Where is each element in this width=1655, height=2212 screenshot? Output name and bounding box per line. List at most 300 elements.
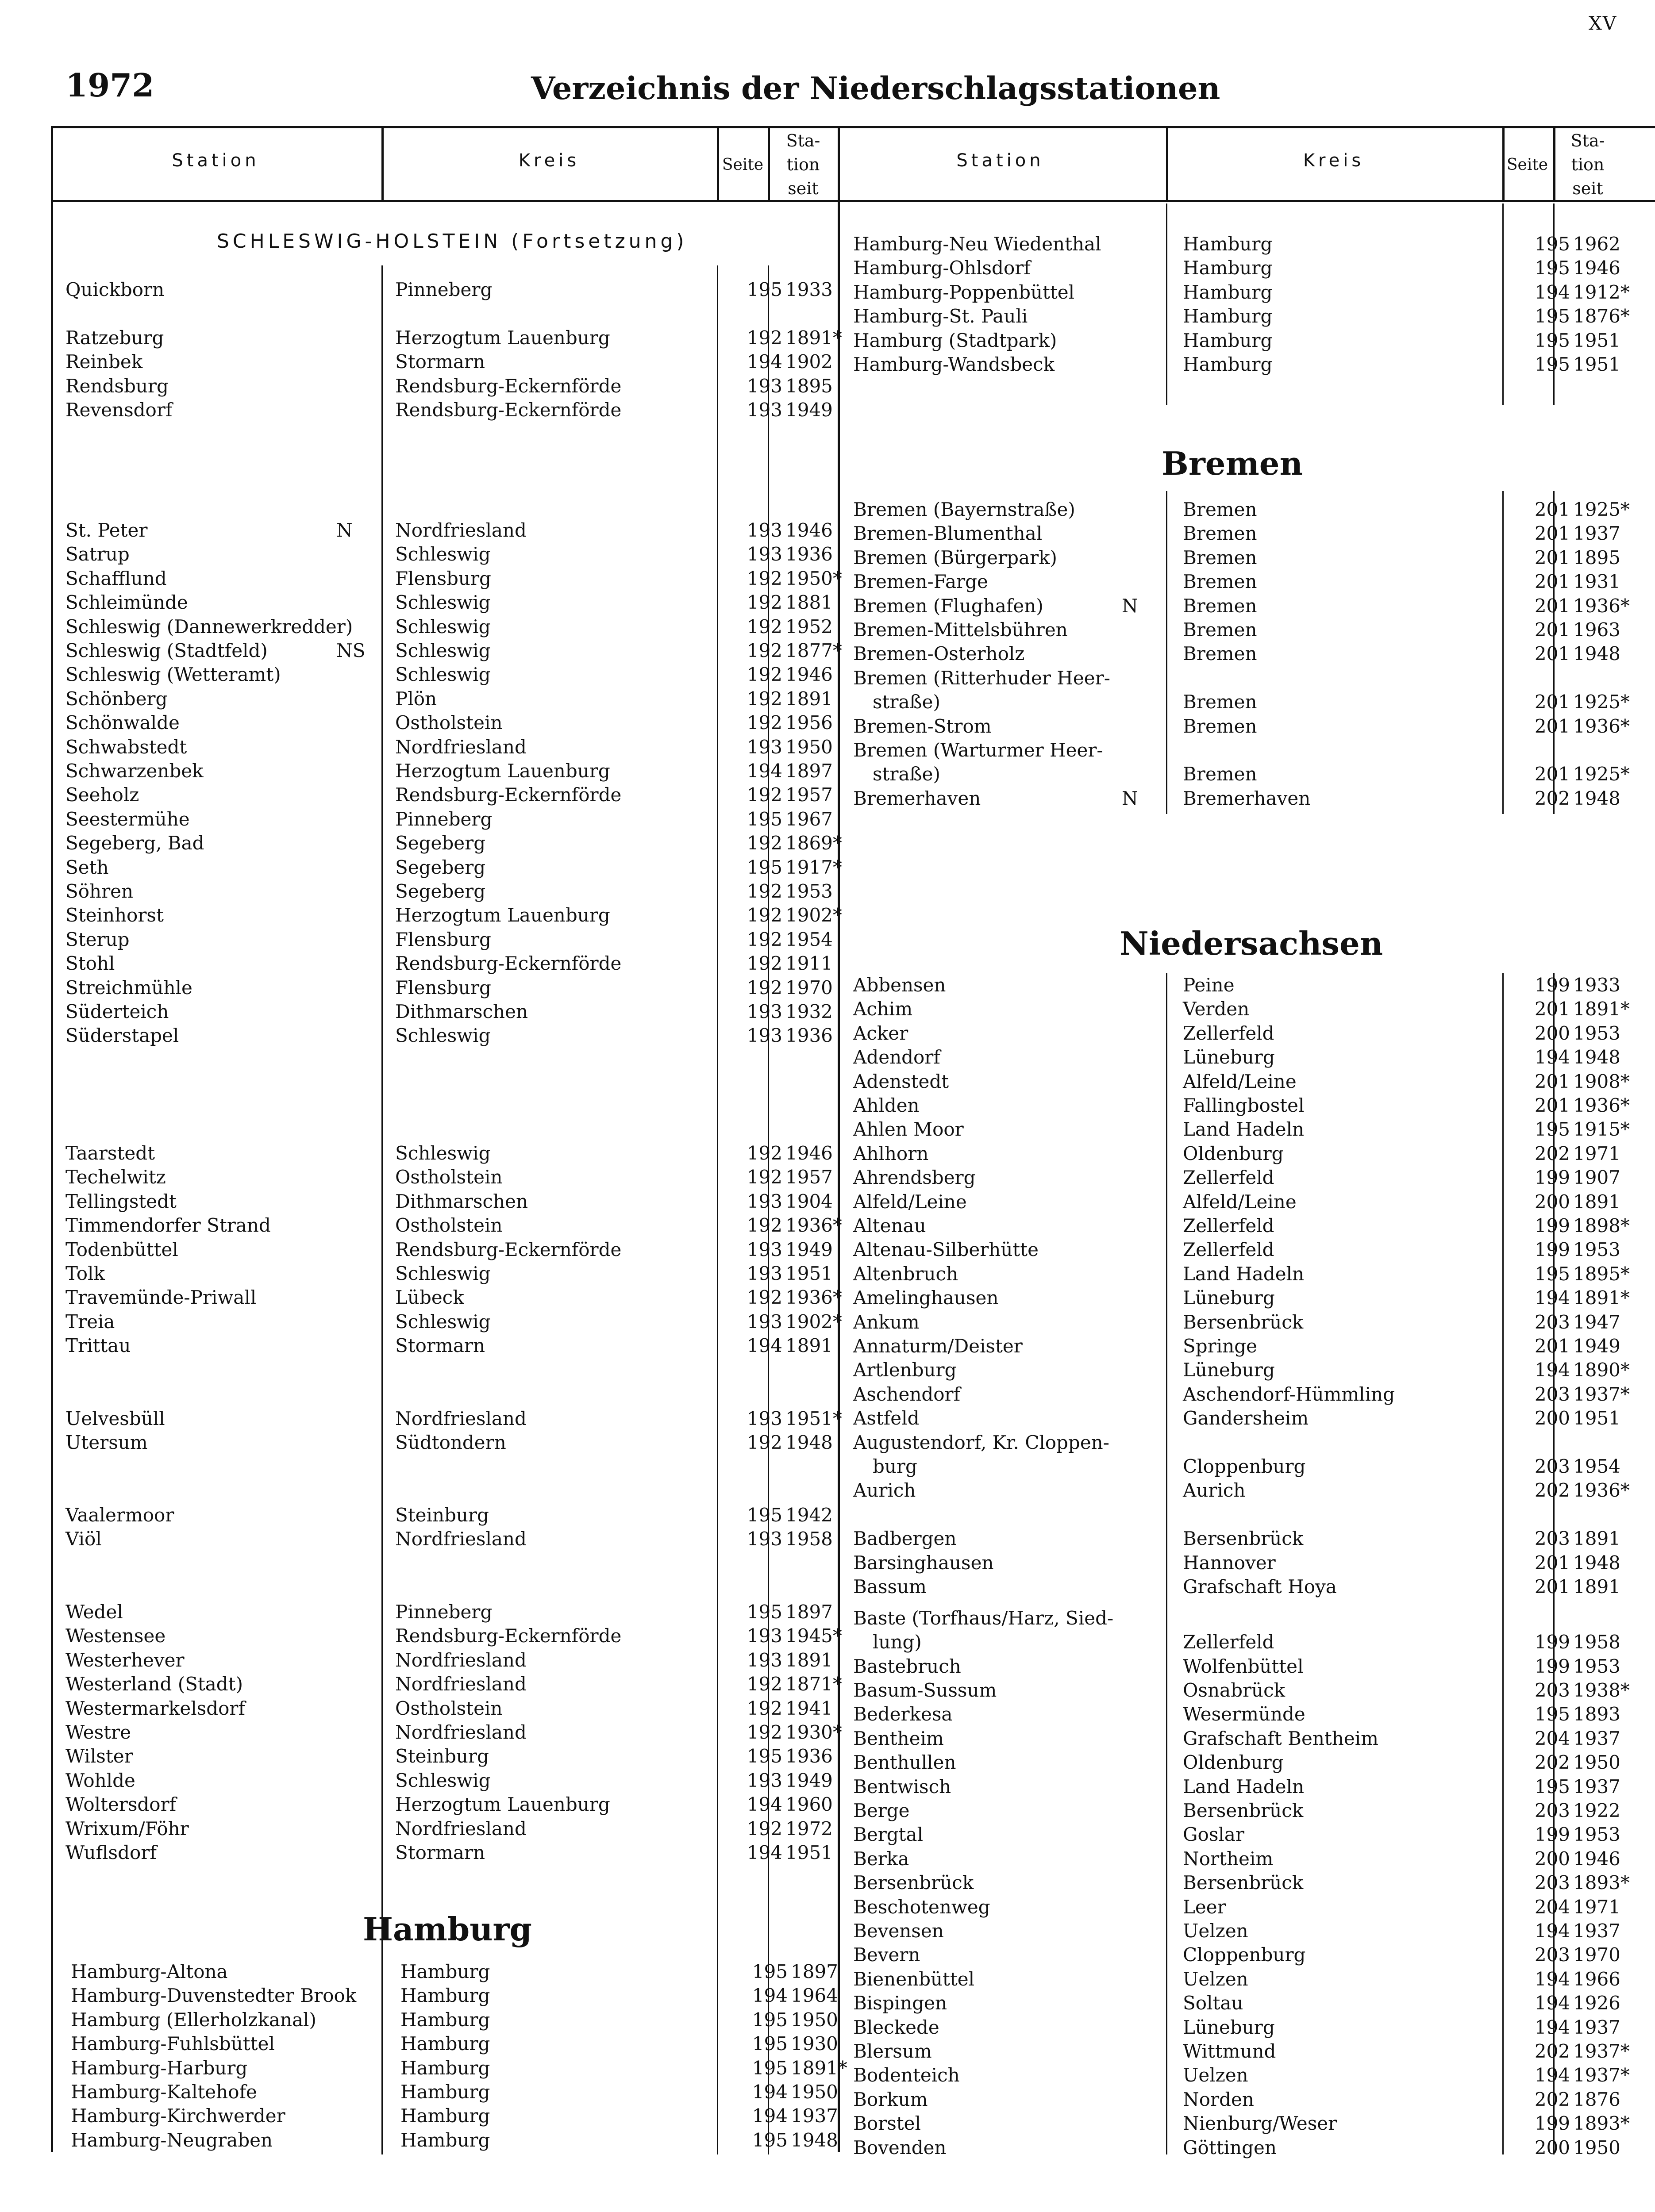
seite-value: 201: [1534, 643, 1570, 665]
seite-value: 193: [747, 399, 782, 421]
station-since-year: 1893*: [1573, 2112, 1630, 2135]
seite-value: 192: [747, 976, 782, 998]
kreis-name: Bremerhaven: [1183, 787, 1311, 809]
seite-value: 192: [747, 880, 782, 902]
kreis-name: Pinneberg: [395, 808, 493, 830]
station-since-year: 1917*: [785, 856, 842, 878]
column-divider: [51, 126, 53, 2152]
station-name: Hamburg-Altona: [71, 1961, 228, 1982]
kreis-name: Rendsburg-Eckernförde: [395, 375, 622, 397]
station-since-year: 1967: [785, 808, 833, 830]
section-heading-bremen: Bremen: [1162, 445, 1303, 482]
kreis-name: Schleswig: [395, 1025, 491, 1047]
seite-value: 194: [1534, 2016, 1570, 2038]
station-since-year: 1942: [785, 1504, 833, 1526]
station-name: Hamburg-St. Pauli: [853, 305, 1028, 327]
station-since-year: 1960: [785, 1793, 833, 1816]
station-name: Schönwalde: [65, 712, 180, 734]
seite-value: 195: [752, 2008, 788, 2031]
kreis-name: Lüneburg: [1183, 1046, 1275, 1068]
station-name: Alfeld/Leine: [853, 1190, 967, 1213]
column-divider: [381, 265, 383, 2154]
station-name: Achim: [853, 998, 913, 1020]
station-since-year: 1957: [785, 784, 833, 806]
section-heading-niedersachsen: Niedersachsen: [1120, 925, 1383, 962]
station-name: Stohl: [65, 952, 115, 975]
kreis-name: Ostholstein: [395, 1214, 503, 1237]
header-seite: Seite: [722, 156, 764, 174]
station-since-year: 1970: [1573, 1944, 1620, 1966]
seite-value: 194: [1534, 2064, 1570, 2086]
station-name: Hamburg-Neugraben: [71, 2129, 273, 2151]
station-since-year: 1930*: [785, 1721, 842, 1743]
kreis-name: Hamburg: [1183, 281, 1273, 303]
kreis-name: Nordfriesland: [395, 519, 527, 541]
station-since-year: 1957: [785, 1166, 833, 1188]
seite-value: 192: [747, 832, 782, 854]
header-station-seit: seit: [1572, 179, 1603, 198]
station-since-year: 1949: [1573, 1335, 1620, 1357]
header-station-seit: Sta-: [786, 131, 820, 150]
seite-value: 200: [1534, 1022, 1570, 1044]
seite-value: 193: [747, 1001, 782, 1022]
seite-value: 195: [1534, 353, 1570, 375]
station-since-year: 1951: [785, 1263, 833, 1284]
column-divider: [838, 126, 840, 2152]
station-since-year: 1950*: [785, 567, 842, 589]
station-name: Viöl: [65, 1528, 102, 1550]
station-name: Seeholz: [65, 784, 139, 806]
station-name-continued: burg: [873, 1455, 917, 1477]
station-name: Revensdorf: [65, 399, 173, 421]
station-name: Bodenteich: [853, 2064, 960, 2086]
station-since-year: 1877*: [785, 640, 842, 661]
station-since-year: 1925*: [1573, 691, 1630, 713]
kreis-name: Hamburg: [400, 2008, 490, 2031]
station-name: Hamburg-Wandsbeck: [853, 353, 1055, 375]
station-name: Süderteich: [65, 1001, 169, 1022]
kreis-name: Land Hadeln: [1183, 1118, 1305, 1141]
header-station: Station: [956, 150, 1044, 171]
station-since-year: 1936*: [785, 1286, 842, 1309]
seite-value: 193: [747, 1310, 782, 1333]
year: 1972: [65, 66, 154, 104]
kreis-name: Zellerfeld: [1183, 1239, 1274, 1261]
seite-value: 203: [1534, 1679, 1570, 1701]
station-since-year: 1954: [1573, 1455, 1620, 1477]
kreis-name: Hamburg: [400, 2033, 490, 2055]
station-since-year: 1936*: [1573, 1094, 1630, 1116]
station-since-year: 1897: [785, 760, 833, 782]
station-flag: N: [1122, 787, 1138, 809]
header-station-seit: tion: [786, 155, 820, 174]
page-number: XV: [1589, 12, 1617, 34]
station-name: Borkum: [853, 2088, 928, 2110]
seite-value: 192: [747, 1817, 782, 1839]
station-since-year: 1898*: [1573, 1215, 1630, 1237]
station-name: Bremen-Osterholz: [853, 643, 1025, 665]
seite-value: 199: [1534, 974, 1570, 996]
station-since-year: 1937: [1573, 1775, 1620, 1797]
kreis-name: Goslar: [1183, 1824, 1244, 1846]
station-name: Borstel: [853, 2112, 921, 2135]
seite-value: 203: [1534, 1455, 1570, 1477]
station-name: Hamburg-Neu Wiedenthal: [853, 233, 1101, 255]
header-bottom-border: [51, 200, 1655, 202]
seite-value: 203: [1534, 1383, 1570, 1405]
station-since-year: 1949: [785, 1238, 833, 1260]
station-since-year: 1948: [791, 2129, 838, 2151]
seite-value: 194: [752, 2105, 788, 2127]
kreis-name: Nienburg/Weser: [1183, 2112, 1337, 2135]
station-since-year: 1938*: [1573, 1679, 1630, 1701]
station-since-year: 1891: [1573, 1576, 1620, 1598]
station-since-year: 1890*: [1573, 1359, 1630, 1381]
kreis-name: Cloppenburg: [1183, 1455, 1306, 1477]
kreis-name: Wittmund: [1183, 2040, 1276, 2062]
seite-value: 201: [1534, 546, 1570, 568]
station-name: Westerland (Stadt): [65, 1673, 243, 1695]
station-name: Bienenbüttel: [853, 1968, 975, 1990]
seite-value: 193: [747, 1408, 782, 1429]
station-since-year: 1951*: [785, 1408, 842, 1429]
station-since-year: 1933: [1573, 974, 1620, 996]
kreis-name: Gandersheim: [1183, 1407, 1309, 1429]
kreis-name: Hamburg: [1183, 233, 1273, 255]
kreis-name: Aschendorf-Hümmling: [1183, 1383, 1395, 1405]
station-since-year: 1946: [1573, 257, 1620, 279]
kreis-name: Hamburg: [1183, 353, 1273, 375]
station-name: Amelinghausen: [853, 1287, 999, 1309]
station-name: Wedel: [65, 1601, 123, 1623]
station-since-year: 1948: [1573, 787, 1620, 809]
station-since-year: 1895*: [1573, 1263, 1630, 1285]
station-name: Hamburg-Fuhlsbüttel: [71, 2033, 275, 2055]
station-name: Sterup: [65, 928, 130, 950]
seite-value: 192: [747, 615, 782, 637]
station-name: Badbergen: [853, 1528, 957, 1550]
kreis-name: Uelzen: [1183, 1968, 1248, 1990]
seite-value: 193: [747, 1625, 782, 1647]
station-name: Wuflsdorf: [65, 1842, 157, 1863]
station-since-year: 1937*: [1573, 1383, 1630, 1405]
station-name: Bergtal: [853, 1824, 924, 1846]
station-name: Westensee: [65, 1625, 166, 1647]
station-name: Schleswig (Stadtfeld): [65, 640, 268, 661]
station-name: Hamburg-Kirchwerder: [71, 2105, 285, 2127]
station-name: Bremen-Strom: [853, 715, 992, 737]
seite-value: 195: [1534, 329, 1570, 351]
station-name: Wilster: [65, 1745, 133, 1767]
seite-value: 195: [747, 279, 782, 300]
station-since-year: 1891*: [1573, 998, 1630, 1020]
kreis-name: Nordfriesland: [395, 1408, 527, 1429]
station-name: Todenbüttel: [65, 1238, 178, 1260]
seite-value: 195: [747, 1745, 782, 1767]
station-since-year: 1895: [785, 375, 833, 397]
seite-value: 201: [1534, 715, 1570, 737]
station-since-year: 1949: [785, 399, 833, 421]
station-since-year: 1951: [1573, 1407, 1620, 1429]
kreis-name: Soltau: [1183, 1992, 1243, 2014]
section-heading-hamburg: Hamburg: [363, 1910, 532, 1948]
station-name: Hamburg (Stadtpark): [853, 329, 1057, 351]
seite-value: 201: [1534, 571, 1570, 593]
station-name: Schwarzenbek: [65, 760, 204, 782]
station-name: Bevern: [853, 1944, 920, 1966]
seite-value: 202: [1534, 2040, 1570, 2062]
seite-value: 192: [747, 952, 782, 975]
station-name: Benthullen: [853, 1751, 956, 1774]
station-since-year: 1926: [1573, 1992, 1620, 2014]
seite-value: 194: [1534, 1046, 1570, 1068]
station-name: Hamburg-Kaltehofe: [71, 2081, 257, 2103]
station-name: Seestermühe: [65, 808, 190, 830]
seite-value: 193: [747, 543, 782, 565]
seite-value: 195: [1534, 1775, 1570, 1797]
kreis-name: Herzogtum Lauenburg: [395, 904, 610, 926]
station-since-year: 1970: [785, 976, 833, 998]
column-divider: [1166, 204, 1167, 405]
station-name: Bremen-Mittelsbühren: [853, 619, 1068, 641]
column-divider: [1502, 204, 1504, 405]
station-name: Augustendorf, Kr. Cloppen-: [853, 1431, 1109, 1453]
station-since-year: 1904: [785, 1190, 833, 1212]
station-since-year: 1925*: [1573, 763, 1630, 785]
seite-value: 192: [747, 784, 782, 806]
station-since-year: 1946: [1573, 1847, 1620, 1870]
station-since-year: 1948: [1573, 643, 1620, 665]
kreis-name: Rendsburg-Eckernförde: [395, 952, 622, 975]
seite-value: 203: [1534, 1944, 1570, 1966]
station-since-year: 1869*: [785, 832, 842, 854]
station-name: Hamburg-Poppenbüttel: [853, 281, 1075, 303]
seite-value: 195: [747, 808, 782, 830]
kreis-name: Schleswig: [395, 543, 491, 565]
station-name: Schwabstedt: [65, 736, 187, 758]
station-name: Astfeld: [853, 1407, 920, 1429]
station-name: Berka: [853, 1847, 909, 1870]
seite-value: 200: [1534, 1847, 1570, 1870]
station-name: Bovenden: [853, 2136, 947, 2158]
seite-value: 192: [747, 1166, 782, 1188]
station-since-year: 1931: [1573, 571, 1620, 593]
station-name: Basum-Sussum: [853, 1679, 997, 1701]
seite-value: 194: [1534, 281, 1570, 303]
seite-value: 193: [747, 1769, 782, 1791]
seite-value: 192: [747, 928, 782, 950]
seite-value: 195: [1534, 257, 1570, 279]
kreis-name: Rendsburg-Eckernförde: [395, 1625, 622, 1647]
station-name: Satrup: [65, 543, 130, 565]
station-name: Berge: [853, 1799, 910, 1821]
station-name: Taarstedt: [65, 1142, 155, 1164]
seite-value: 201: [1534, 619, 1570, 641]
seite-value: 192: [747, 640, 782, 661]
seite-value: 195: [752, 1961, 788, 1982]
station-since-year: 1941: [785, 1697, 833, 1719]
seite-value: 201: [1534, 499, 1570, 520]
seite-value: 201: [1534, 1576, 1570, 1598]
seite-value: 195: [1534, 305, 1570, 327]
station-name: Aschendorf: [853, 1383, 961, 1405]
station-name: Bleckede: [853, 2016, 939, 2038]
station-since-year: 1930: [791, 2033, 838, 2055]
seite-value: 192: [747, 664, 782, 686]
header-station-seit: tion: [1571, 155, 1605, 174]
station-since-year: 1891: [785, 1335, 833, 1357]
seite-value: 192: [747, 1286, 782, 1309]
seite-value: 194: [747, 1842, 782, 1863]
kreis-name: Göttingen: [1183, 2136, 1277, 2158]
station-since-year: 1951: [1573, 353, 1620, 375]
station-name: Annaturm/Deister: [853, 1335, 1023, 1357]
station-since-year: 1950: [1573, 2136, 1620, 2158]
seite-value: 193: [747, 1528, 782, 1550]
seite-value: 200: [1534, 1407, 1570, 1429]
seite-value: 193: [747, 1025, 782, 1047]
station-name: Bremen-Farge: [853, 571, 988, 593]
seite-value: 201: [1534, 691, 1570, 713]
state-heading: SCHLESWIG-HOLSTEIN (Fortsetzung): [217, 230, 688, 253]
station-name: Bederkesa: [853, 1703, 953, 1725]
station-since-year: 1948: [1573, 1046, 1620, 1068]
kreis-name: Hannover: [1183, 1551, 1276, 1574]
seite-value: 194: [1534, 1992, 1570, 2014]
kreis-name: Uelzen: [1183, 2064, 1248, 2086]
seite-value: 193: [747, 1649, 782, 1671]
station-name: Artlenburg: [853, 1359, 957, 1381]
station-name: Segeberg, Bad: [65, 832, 204, 854]
seite-value: 194: [1534, 1359, 1570, 1381]
station-name: Timmendorfer Strand: [65, 1214, 271, 1237]
header-seite: Seite: [1506, 156, 1548, 174]
kreis-name: Schleswig: [395, 1142, 491, 1164]
station-name: Westre: [65, 1721, 131, 1743]
station-name: Westerhever: [65, 1649, 185, 1671]
station-since-year: 1891: [785, 687, 833, 710]
seite-value: 200: [1534, 2136, 1570, 2158]
kreis-name: Nordfriesland: [395, 736, 527, 758]
station-name: Bremen (Bürgerpark): [853, 546, 1057, 568]
seite-value: 193: [747, 736, 782, 758]
kreis-name: Hamburg: [1183, 257, 1273, 279]
kreis-name: Herzogtum Lauenburg: [395, 1793, 610, 1816]
station-since-year: 1971: [1573, 1142, 1620, 1164]
kreis-name: Rendsburg-Eckernförde: [395, 784, 622, 806]
station-name: Baste (Torfhaus/Harz, Sied-: [853, 1607, 1114, 1629]
seite-value: 201: [1534, 1335, 1570, 1357]
kreis-name: Schleswig: [395, 591, 491, 614]
kreis-name: Plön: [395, 687, 437, 710]
station-since-year: 1947: [1573, 1311, 1620, 1333]
seite-value: 201: [1534, 595, 1570, 617]
kreis-name: Bersenbrück: [1183, 1872, 1304, 1894]
station-since-year: 1891: [1573, 1528, 1620, 1550]
kreis-name: Bremen: [1183, 595, 1257, 617]
seite-value: 192: [747, 1432, 782, 1454]
station-since-year: 1932: [785, 1001, 833, 1022]
kreis-name: Land Hadeln: [1183, 1775, 1305, 1797]
kreis-name: Fallingbostel: [1183, 1094, 1305, 1116]
seite-value: 192: [747, 904, 782, 926]
seite-value: 201: [1534, 1094, 1570, 1116]
seite-value: 201: [1534, 1070, 1570, 1092]
station-name: Trittau: [65, 1335, 131, 1357]
station-since-year: 1871*: [785, 1673, 842, 1695]
kreis-name: Ostholstein: [395, 1697, 503, 1719]
header-station-seit: Sta-: [1570, 131, 1605, 150]
kreis-name: Hamburg: [400, 2057, 490, 2079]
kreis-name: Grafschaft Hoya: [1183, 1576, 1337, 1598]
kreis-name: Dithmarschen: [395, 1001, 528, 1022]
seite-value: 203: [1534, 1799, 1570, 1821]
station-name: Altenbruch: [853, 1263, 958, 1285]
station-since-year: 1963: [1573, 619, 1620, 641]
station-since-year: 1876: [1573, 2088, 1620, 2110]
station-since-year: 1964: [791, 1985, 838, 2007]
column-divider: [1166, 973, 1167, 2154]
station-since-year: 1937: [1573, 2016, 1620, 2038]
station-since-year: 1937: [1573, 522, 1620, 545]
kreis-name: Alfeld/Leine: [1183, 1190, 1297, 1213]
seite-value: 192: [747, 591, 782, 614]
seite-value: 199: [1534, 1215, 1570, 1237]
kreis-name: Oldenburg: [1183, 1751, 1284, 1774]
seite-value: 195: [1534, 233, 1570, 255]
station-name: Altenau-Silberhütte: [853, 1239, 1039, 1261]
kreis-name: Bremen: [1183, 691, 1257, 713]
station-name: Bremen (Ritterhuder Heer-: [853, 667, 1110, 689]
seite-value: 195: [752, 2057, 788, 2079]
seite-value: 192: [747, 1214, 782, 1237]
seite-value: 199: [1534, 2112, 1570, 2135]
station-since-year: 1897: [791, 1961, 838, 1982]
station-since-year: 1911: [785, 952, 833, 975]
kreis-name: Hamburg: [1183, 305, 1273, 327]
station-name: Bremen-Blumenthal: [853, 522, 1043, 545]
station-flag: N: [336, 519, 353, 541]
kreis-name: Oldenburg: [1183, 1142, 1284, 1164]
kreis-name: Ostholstein: [395, 712, 503, 734]
kreis-name: Alfeld/Leine: [1183, 1070, 1297, 1092]
station-since-year: 1937*: [1573, 2064, 1630, 2086]
station-since-year: 1897: [785, 1601, 833, 1623]
station-since-year: 1936*: [1573, 1479, 1630, 1502]
station-since-year: 1948: [1573, 1551, 1620, 1574]
station-name: Adenstedt: [853, 1070, 949, 1092]
kreis-name: Schleswig: [395, 1263, 491, 1284]
station-name: Beschotenweg: [853, 1896, 990, 1918]
station-flag: NS: [336, 640, 366, 661]
kreis-name: Nordfriesland: [395, 1817, 527, 1839]
station-since-year: 1950: [791, 2008, 838, 2031]
kreis-name: Bremen: [1183, 643, 1257, 665]
kreis-name: Nordfriesland: [395, 1528, 527, 1550]
kreis-name: Dithmarschen: [395, 1190, 528, 1212]
seite-value: 201: [1534, 763, 1570, 785]
station-since-year: 1962: [1573, 233, 1620, 255]
kreis-name: Land Hadeln: [1183, 1263, 1305, 1285]
seite-value: 194: [747, 1793, 782, 1816]
station-name-continued: lung): [873, 1631, 922, 1653]
station-since-year: 1950: [785, 736, 833, 758]
kreis-name: Flensburg: [395, 567, 491, 589]
seite-value: 193: [747, 375, 782, 397]
seite-value: 192: [747, 567, 782, 589]
station-since-year: 1876*: [1573, 305, 1630, 327]
station-since-year: 1891*: [791, 2057, 847, 2079]
